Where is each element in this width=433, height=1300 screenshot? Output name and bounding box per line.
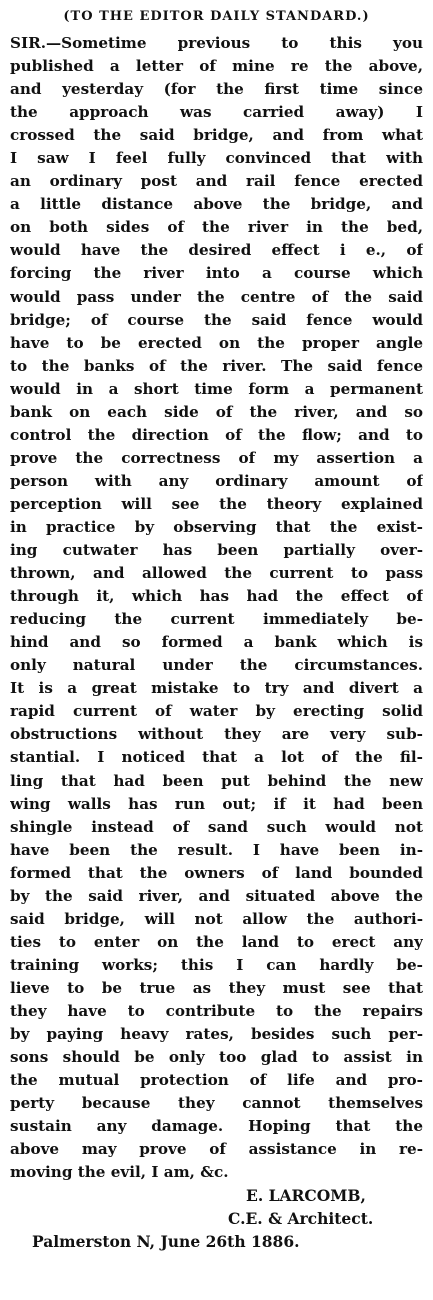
letter-line: SIR.—Sometime previous to this you bbox=[10, 34, 423, 52]
letter-line: would pass under the centre of the said bbox=[10, 287, 423, 306]
letter-line: the mutual protection of life and pro- bbox=[10, 1071, 423, 1090]
letter-line: through it, which has had the effect of bbox=[10, 587, 423, 606]
letter-line: shingle instead of sand such would not bbox=[10, 817, 423, 836]
letter-line: obstructions without they are very sub- bbox=[10, 725, 423, 744]
letter-line: bank on each side of the river, and so bbox=[10, 402, 423, 421]
letter-line: thrown, and allowed the current to pass bbox=[10, 564, 423, 583]
letter-line: sons should be only too glad to assist in bbox=[10, 1048, 423, 1067]
place-and-date: Palmerston N, June 26th 1886. bbox=[32, 1232, 300, 1252]
letter-line: ling that had been put behind the new bbox=[10, 771, 423, 790]
letter-line: and yesterday (for the first time since bbox=[10, 80, 423, 99]
letter-line: It is a great mistake to try and divert a bbox=[10, 679, 423, 698]
letter-line: above may prove of assistance in re- bbox=[10, 1140, 423, 1159]
signature-name: E. LARCOMB, bbox=[246, 1186, 366, 1206]
letter-line: hind and so formed a bank which is bbox=[10, 633, 423, 652]
letter-line: they have to contribute to the repairs bbox=[10, 1001, 423, 1020]
letter-line: ties to enter on the land to erect any bbox=[10, 932, 423, 951]
letter-line: crossed the said bridge, and from what bbox=[10, 126, 423, 145]
letter-line: the approach was carried away) I bbox=[10, 103, 423, 122]
letter-line: by the said river, and situated above the bbox=[10, 886, 423, 905]
letter-line: an ordinary post and rail fence erected bbox=[10, 172, 423, 191]
letter-line: ing cutwater has been partially over- bbox=[10, 541, 423, 560]
letter-line: have been the result. I have been in- bbox=[10, 840, 423, 859]
letter-line: lieve to be true as they must see that bbox=[10, 978, 423, 997]
letter-line: on both sides of the river in the bed, bbox=[10, 218, 423, 237]
letter-body bbox=[10, 32, 423, 1184]
letter-heading: (TO THE EDITOR DAILY STANDARD.) bbox=[63, 9, 370, 24]
letter-line: a little distance above the bridge, and bbox=[10, 195, 423, 214]
letter-line: would have the desired effect i e., of bbox=[10, 241, 423, 260]
letter-line: rapid current of water by erecting solid bbox=[10, 702, 423, 721]
letter-line: perception will see the theory explained bbox=[10, 494, 423, 513]
letter-line: formed that the owners of land bounded bbox=[10, 863, 423, 882]
letter-line: reducing the current immediately be- bbox=[10, 610, 423, 629]
letter-line: in practice by observing that the exist- bbox=[10, 517, 423, 536]
letter-line: to the banks of the river. The said fence bbox=[10, 356, 423, 375]
letter-line: forcing the river into a course which bbox=[10, 264, 423, 283]
letter-line: would in a short time form a permanent bbox=[10, 379, 423, 398]
letter-line: prove the correctness of my assertion a bbox=[10, 448, 423, 467]
letter-line: training works; this I can hardly be- bbox=[10, 955, 423, 974]
letter-line: wing walls has run out; if it had been bbox=[10, 794, 423, 813]
signature-title: C.E. & Architect. bbox=[228, 1209, 374, 1229]
letter-line: have to be erected on the proper angle bbox=[10, 333, 423, 352]
letter-line: stantial. I noticed that a lot of the fil- bbox=[10, 748, 423, 767]
letter-line: said bridge, will not allow the authori- bbox=[10, 909, 423, 928]
letter-line: bridge; of course the said fence would bbox=[10, 310, 423, 329]
letter-line: person with any ordinary amount of bbox=[10, 471, 423, 490]
letter-line: I saw I feel fully convinced that with bbox=[10, 149, 423, 168]
letter-line: control the direction of the flow; and to bbox=[10, 425, 423, 444]
letter-line: published a letter of mine re the above, bbox=[10, 57, 423, 76]
letter-line: sustain any damage. Hoping that the bbox=[10, 1117, 423, 1136]
letter-line: only natural under the circumstances. bbox=[10, 656, 423, 675]
letter-line: by paying heavy rates, besides such per- bbox=[10, 1025, 423, 1044]
letter-line: perty because they cannot themselves bbox=[10, 1094, 423, 1113]
letter-line: moving the evil, I am, &c. bbox=[10, 1163, 229, 1182]
